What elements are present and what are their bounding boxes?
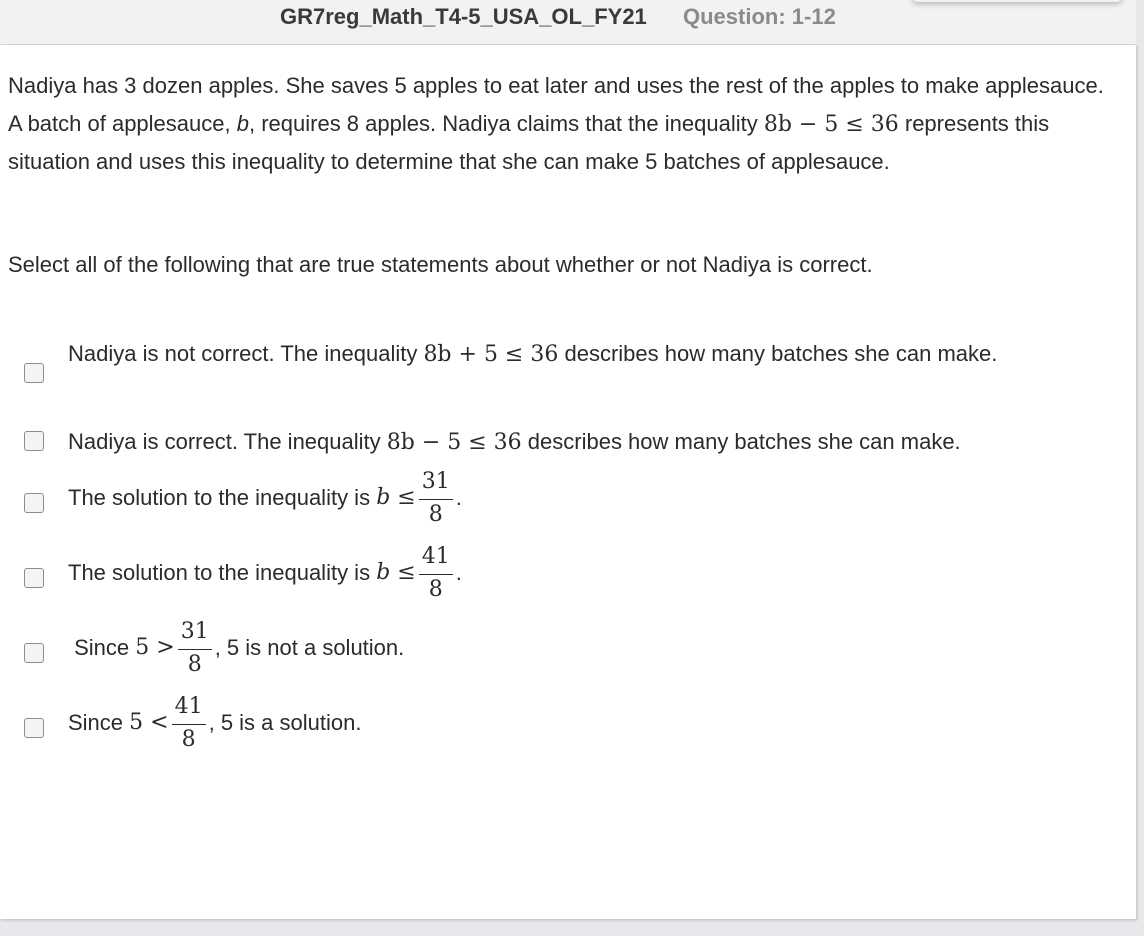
- option-6-text: [68, 690, 1058, 755]
- option-6-math: 5 <: [129, 710, 169, 735]
- fraction-denominator: 8: [187, 652, 202, 677]
- checkbox-option-5[interactable]: [24, 643, 44, 663]
- fraction-numerator: 31: [178, 615, 212, 650]
- stem-inequality: 8b − 5 ≤ 36: [763, 111, 899, 137]
- option-6-fraction: [172, 690, 206, 755]
- fraction-denominator: 8: [428, 502, 443, 527]
- header-bar: [0, 0, 1136, 45]
- stem-text-3: represents this situation and uses this inequality to determine that she can make 5 batches of applesauce.: [8, 110, 1050, 174]
- option-1-pre: Nadiya is not correct. The inequality: [68, 341, 424, 366]
- fraction-numerator: 31: [419, 465, 453, 500]
- option-5-text: [68, 615, 1058, 680]
- question-panel: [0, 45, 1136, 919]
- option-1-math: 8b + 5 ≤ 36: [423, 342, 559, 367]
- option-4-post: .: [455, 560, 462, 585]
- option-1-post: describes how many batches she can make.: [558, 341, 998, 366]
- option-6-post: , 5 is a solution.: [208, 710, 362, 735]
- option-2-pre: Nadiya is correct. The inequality: [68, 429, 387, 454]
- option-6-pre: Since: [68, 710, 130, 735]
- option-5-fraction: [178, 615, 212, 680]
- option-5-pre: Since: [68, 635, 136, 660]
- fraction-numerator: 41: [172, 690, 206, 725]
- option-2-post: describes how many batches she can make.: [521, 429, 961, 454]
- checkbox-option-4[interactable]: [24, 568, 44, 588]
- question-stem: [8, 67, 1108, 181]
- question-number: Question: 1-12: [683, 4, 836, 29]
- checkbox-option-1[interactable]: [24, 363, 44, 383]
- checkbox-option-3[interactable]: [24, 493, 44, 513]
- stem-variable: b: [236, 110, 249, 136]
- option-4-math: b ≤: [376, 560, 416, 585]
- fraction-denominator: 8: [181, 727, 196, 752]
- option-2-text: [68, 423, 1058, 461]
- stem-text-2: , requires 8 apples. Nadiya claims that the inequality: [248, 110, 764, 136]
- checkbox-option-2[interactable]: [24, 431, 44, 451]
- option-1-text: [68, 335, 1058, 373]
- question-prompt: Select all of the following that are true statements about whether or not Nadiya is correct.: [8, 252, 873, 277]
- option-3-fraction: [419, 465, 453, 530]
- option-5-math: 5 >: [135, 635, 175, 660]
- option-4-text: [68, 540, 1058, 605]
- option-3-math: b ≤: [376, 485, 416, 510]
- option-4-pre: The solution to the inequality is: [68, 560, 377, 585]
- fraction-denominator: 8: [428, 577, 443, 602]
- header-tab: [912, 0, 1122, 2]
- checkbox-option-6[interactable]: [24, 718, 44, 738]
- option-5-post: , 5 is not a solution.: [214, 635, 405, 660]
- option-4-fraction: [419, 540, 453, 605]
- fraction-numerator: 41: [419, 540, 453, 575]
- option-3-text: [68, 465, 1058, 530]
- option-2-math: 8b − 5 ≤ 36: [386, 430, 522, 455]
- test-name: GR7reg_Math_T4-5_USA_OL_FY21: [280, 4, 647, 29]
- option-3-pre: The solution to the inequality is: [68, 485, 377, 510]
- option-3-post: .: [455, 485, 462, 510]
- stem-text-1: Nadiya has 3 dozen apples. She saves 5 apples to eat later and uses the rest of the apples to make applesauce. A batch of applesauce,: [8, 73, 1104, 136]
